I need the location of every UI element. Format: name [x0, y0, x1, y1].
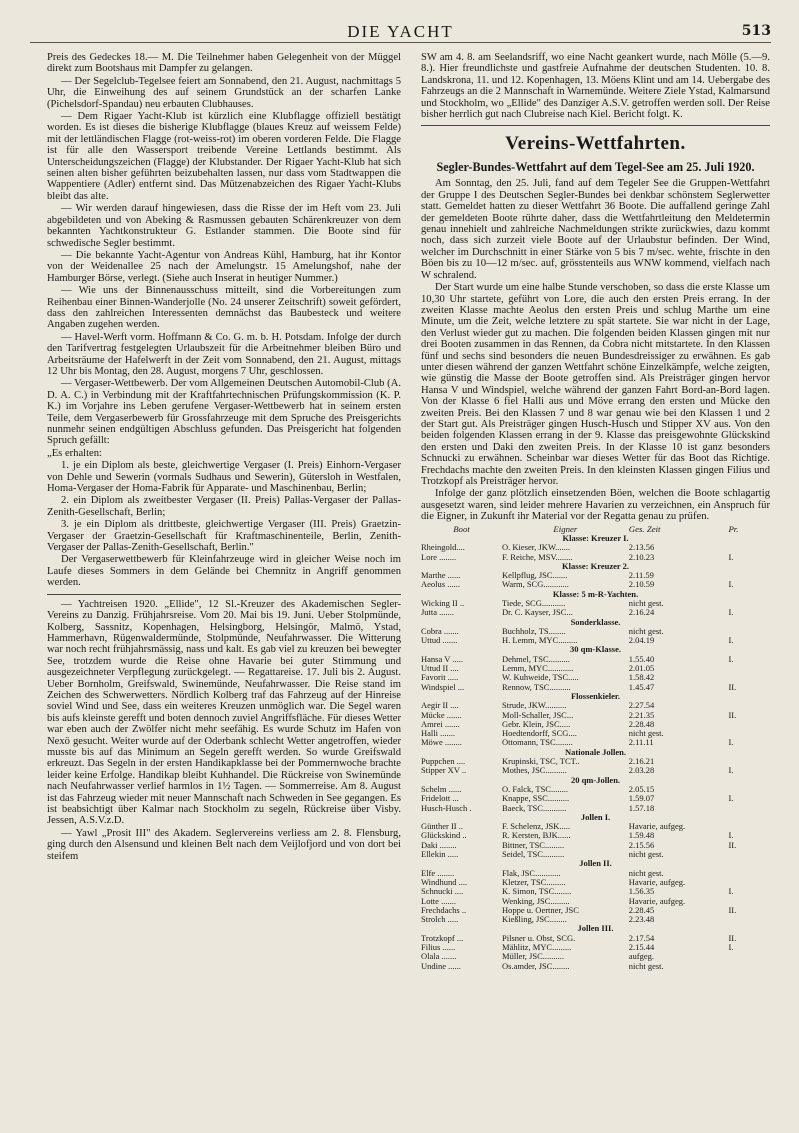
paragraph: Infolge der ganz plötzlich einsetzenden Böen, welchen die Boote schlagartig ausgesetzt waren, sind leider mehrere Havarien zu verzeichnen, ein Anspruch für die Eigner, in Zukunft ihr Material vor der Regatta genau zu prüfen. [421, 488, 770, 523]
table-row [421, 915, 770, 924]
total-time: 2.03.28 [628, 766, 655, 776]
total-time: 2.15.56 [628, 840, 655, 850]
article-subtitle: Segler-Bundes-Wettfahrt auf dem Tegel-See am 25. Juli 1920. [436, 160, 755, 175]
table-row [421, 906, 770, 915]
owner: Moll-Schaller, JSC... [502, 710, 574, 720]
paragraph: 2. ein Diplom als zweitbester Vergaser (II. Preis) Pallas-Vergaser der Pallas-Zenith-Gesellschaft, Berlin; [47, 495, 401, 518]
table-row [421, 943, 770, 952]
prize: I. [728, 608, 734, 618]
paragraph: SW am 4. 8. am Seelandsriff, wo eine Nacht geankert wurde, nach Mölle (5.—9. 8.). Hier freundlichste und gastfreie Aufnahme der deutschen Studenten. 10. 8. Landskrona, 11. und 12. Kopenhagen, 13. Möens Klint und am 14. Uebergabe des Fahrzeugs an die 2 Mannschaft in Warnemünde. Weitere Ziele Ystad, Kalmarsund und Stockholm, wo „Ellide" des Danziger A.S.V. getroffen werden soll. Der Reise bisher herrlich gut nach Clubreise nach Kiel. Bericht folgt. K. [421, 52, 770, 121]
owner: Bittner, TSC......... [502, 840, 565, 850]
journal-title: DIE YACHT [347, 22, 454, 41]
class-heading-row [421, 776, 770, 785]
left-column [47, 52, 401, 863]
boat-name: Hansa V ..... [421, 654, 463, 664]
paragraph: — Vergaser-Wettbewerb. Der vom Allgemeinen Deutschen Automobil-Club (A. D. A. C.) in Verbindung mit der Kraftfahrtechnischen Prüfungskommission (K. P. K.) im Vorjahre ins Leben gerufene Vergaser-Wettbewerb hat in seinem ersten Teile, dem Vergaserbewerb für Grossfahrzeuge mit dem Spruche des Preisgerichts nunmehr seinen endgültigen Abschluss gefunden. Das Preisgericht hat folgenden Spruch gefällt: [47, 378, 401, 447]
total-time: Havarie, aufgeg. [628, 822, 686, 832]
prize: II. [728, 840, 737, 850]
owner: Kellpflug, JSC....... [502, 571, 568, 581]
table-row [421, 887, 770, 896]
page-number: 513 [741, 23, 771, 39]
table-row [421, 934, 770, 943]
class-heading: Klasse: 5 m-R-Yachten. [552, 589, 639, 599]
total-time: 1.55.40 [628, 654, 655, 664]
total-time: 2.05.15 [628, 784, 655, 794]
prize [728, 962, 770, 971]
owner: O. Falck, TSC........ [502, 784, 568, 794]
boat-name: Mücke ....... [421, 710, 462, 720]
boat-name: Windhund .... [421, 877, 468, 887]
table-row [421, 952, 770, 961]
owner: Os.amder, JSC........ [502, 961, 570, 971]
prize: I. [728, 766, 734, 776]
boat-name: Lotte ....... [421, 896, 456, 906]
paragraph: — Wie uns der Binnenausschuss mitteilt, sind die Vorbereitungen zum Reihenbau einer Binnen-Wanderjolle (No. 24 unserer Zeitschrift) soweit gefördert, dass den zahlreichen Interessenten demnächst das Baubesteck und weitere Angaben zugehen werden. [47, 285, 401, 331]
paragraph: Der Start wurde um eine halbe Stunde verschoben, so dass die erste Klasse um 10,30 Uhr startete, geführt von Lore, die auch den ersten Preis errang. In der zweiten Klasse machte Aeolus den ersten Preis und schlug Marthe um eine Minute, um die Zeit, welche letztere zu spät startete. Sie war nicht in der Lage, den Verlust wieder gut zu machen. Die folgenden beiden Klassen gingen mit nur drei Booten zusammen in das Rennen, da Cobra nicht mitstartete. In den Klassen fünf und sechs sind besonders die neuen Bundesdreissiger zu erwähnen. Es gab unter diesen während der ganzen Wettfahrt schöne Einzelkämpfe, welche zeigten, wie günstig die Masse der Boote getroffen sind. Als Preisträger gingen hervor Hansa V und Windspiel, welche während der ganzen Fahrt Bord-an-Bord lagen. Von der Klasse 6 fiel Halli aus und Möve errang den ersten und Mücke den zweiten Preis. Bei den Klassen 7 und 8 war genau wie bei den Klassen 1 und 2 der Start gut. Als Preisträger gingen Husch-Husch und Stipper XV aus. Von den beiden folgenden Klassen errang in der 9. Klasse das preisgewohnte Glückskind den ersten und Daki den zweiten Preis. In der Klasse 10 ist ganz besonders Schnucki zu erwähnen. Scheinbar war dieses Wetter für das Boot das Richtige. Frechdachs machte den zweiten Preis. In den kleinsten Klassen gingen Filius und Trotzkopf als Preisträger hervor. [421, 282, 770, 487]
boat-name: Amrei ....... [421, 719, 460, 729]
table-row [421, 599, 770, 608]
boat-name: Glückskind .. [421, 831, 467, 841]
boat-name: Puppchen .... [421, 757, 466, 767]
class-heading: 20 qm-Jollen. [570, 775, 621, 785]
total-time: nicht gest. [628, 626, 664, 636]
total-time: Havarie, aufgeg. [628, 896, 686, 906]
boat-name: Frechdachs .. [421, 905, 467, 915]
owner: W. Kuhweide, TSC..... [502, 673, 579, 683]
total-time: 2.28.48 [628, 719, 655, 729]
total-time: 2.11.11 [628, 738, 654, 748]
total-time: nicht gest. [628, 729, 664, 739]
boat-name: Wicking II .. [421, 599, 465, 608]
table-row [421, 822, 770, 831]
prize [728, 729, 770, 738]
boat-name: Schelm ...... [421, 784, 462, 794]
paragraph: „Es erhalten: [47, 447, 103, 459]
prize: I. [728, 654, 734, 664]
owner: O. Kieser, JKW....... [502, 543, 571, 553]
prize [728, 664, 770, 673]
table-row [421, 608, 770, 617]
table-row [421, 580, 770, 589]
total-time: 2.04.19 [628, 636, 655, 646]
boat-name: Ellekin ..... [421, 850, 459, 860]
owner: Rennow, TSC.......... [502, 682, 571, 692]
total-time: 1.59.48 [628, 831, 655, 841]
total-time: nicht gest. [628, 868, 664, 878]
owner: Müller, JSC.......... [502, 952, 565, 962]
total-time: 2.17.54 [628, 933, 655, 943]
table-row [421, 757, 770, 766]
boat-name: Rheingold.... [421, 543, 465, 553]
total-time: 2.21.35 [628, 710, 655, 720]
section-divider [47, 594, 401, 595]
total-time: 2.01.05 [628, 664, 655, 674]
paragraph: — Havel-Werft vorm. Hoffmann & Co. G. m. b. H. Potsdam. Infolge der durch den Tarifvertrag festgelegten Urlaubszeit für die Arbeitnehmer bleiben Büro und Arbeitsräume der Hafelwerft in der Zeit vom Sonnabend, den 21. August, mittags 12 Uhr bis Montag, den 28. August, morgens 7 Uhr, geschlossen. [47, 331, 401, 377]
prize [728, 543, 770, 552]
prize [728, 897, 770, 906]
total-time: 1.56.35 [628, 887, 655, 897]
boat-name: Stipper XV .. [421, 766, 467, 776]
column-header: Ges. Zeit [628, 524, 661, 534]
prize [728, 720, 770, 729]
owner: Mählitz, MYC......... [502, 942, 572, 952]
owner: Dr. C. Kayser, JSC... [502, 608, 573, 618]
right-column [421, 52, 770, 971]
table-row [421, 850, 770, 859]
prize [728, 673, 770, 682]
prize: I. [728, 580, 734, 590]
table-row [421, 766, 770, 775]
owner: Warm, SCG............ [502, 580, 569, 590]
total-time: 2.15.44 [628, 942, 655, 952]
paragraph: Am Sonntag, den 25. Juli, fand auf dem Tegeler See die Gruppen-Wettfahrt der Gruppe I des Deutschen Segler-Bundes bei denkbar schönstem Seglerwetter statt. Gemeldet hatten zu dieser Wettfahrt 36 Boote. Die auffallend geringe Zahl der gemeldeten Boote rührte daher, dass die Wettfahrtleitung den Meldetermin genau innehielt und zahlreiche Nachmeldungen strikte zurückwies, dazu kommt noch, dass sich zurzeit viele Boote auf der Urlaubstur befinden. Der Wind, welcher im Durchschnitt in einer Stärke von 5 bis 7 m/sec. wehte, frischte in den Böen bis zu 10—12 m/sec. auf, grösstenteils aus WNW kommend, vielfach nach W schralend. [421, 178, 770, 281]
total-time: 2.10.59 [628, 580, 655, 590]
owner: Dehmel, TSC.......... [502, 654, 570, 664]
class-heading: Klasse: Kreuzer I. [562, 533, 629, 543]
total-time: nicht gest. [628, 599, 664, 608]
prize [728, 915, 770, 924]
total-time: 1.45.47 [628, 682, 655, 692]
total-time: aufgeg. [628, 952, 654, 962]
boat-name: Favorit ..... [421, 673, 459, 683]
paragraph: — Wir werden darauf hingewiesen, dass die Risse der im Heft vom 23. Juli abgebildeten und von Abeking & Rasmussen gebauten Schärenkreuzer von dem bekannten Yachtkonstrukteur G. Estlander stammen. Die Boote sind für schwedische Segler bestimmt. [47, 203, 401, 249]
owner: Buchholz, TS........ [502, 626, 566, 636]
table-row [421, 683, 770, 692]
table-row [421, 543, 770, 552]
owner: Lemm, MYC............ [502, 664, 574, 674]
class-heading-row [421, 590, 770, 599]
table-row [421, 655, 770, 664]
boat-name: Günther II .. [421, 822, 464, 832]
prize [728, 878, 770, 887]
column-header: Eigner [553, 524, 578, 534]
owner: F. Reiche, MSV........ [502, 552, 573, 562]
boat-name: Filius ...... [421, 942, 456, 952]
boat-name: Husch-Husch . [421, 803, 472, 813]
total-time: nicht gest. [628, 961, 664, 971]
boat-name: Lore ........ [421, 552, 457, 562]
prize [728, 869, 770, 878]
total-time: 2.10.23 [628, 552, 655, 562]
paragraph: 1. je ein Diplom als beste, gleichwertige Vergaser (I. Preis) Einhorn-Vergaser von Dehle und Sewerin (vormals Sudhaus und Sewerin), Gütersloh in Westfalen, Homa-Vergaser der Homa-Fabrik für Apparate- und Maschinenbau, Berlin; [47, 460, 401, 495]
class-heading: Jollen III. [577, 924, 614, 934]
owner: Ottomann, TSC........ [502, 738, 573, 748]
prize [728, 804, 770, 813]
owner: Baeck, TSC........... [502, 803, 567, 813]
owner: Mothes, JSC.......... [502, 766, 567, 776]
paragraph: — Der Segelclub-Tegelsee feiert am Sonnabend, den 21. August, nachmittags 5 Uhr, die Einweihung des auf seinem Grundstück an der scharfen Lanke (Pichelsdorf-Spandau) neu erbauten Clubhauses. [47, 75, 401, 110]
table-row [421, 897, 770, 906]
class-heading: Flossenkieler. [570, 691, 621, 701]
owner: Pilsner u. Obst, SCG. [502, 933, 576, 943]
total-time: 2.28.45 [628, 905, 655, 915]
table-row [421, 711, 770, 720]
owner: Knappe, SSC.......... [502, 794, 570, 804]
owner: R. Kersten, BJK...... [502, 831, 571, 841]
table-row [421, 962, 770, 971]
table-row [421, 729, 770, 738]
total-time: 2.11.59 [628, 571, 654, 581]
boat-name: Schnucki .... [421, 887, 464, 897]
boat-name: Möwe ........ [421, 738, 462, 748]
prize [728, 599, 770, 608]
table-row [421, 804, 770, 813]
table-row [421, 673, 770, 682]
total-time: Havarie, aufgeg. [628, 877, 686, 887]
total-time: 1.59.07 [628, 794, 655, 804]
class-heading-row [421, 813, 770, 822]
paragraph: — Dem Rigaer Yacht-Klub ist kürzlich eine Klubflagge offiziell bestätigt worden. Es ist dieses die bisherige Klubflagge (blaues Kreuz auf weissem Felde) mit der lettländischen Flagge (rot-weiss-rot) im oberen vorderen Felde. Die Flagge ist für alle den Wassersport treibende Vereine Lettlands bestimmt. Als Unterscheidungszeichen (Flagge) der Klubstander. Der Rigaer Yacht-Klub hat sich seinen alten bisher geführten beizubehalten lassen, nur dass vom Stadtwappen die Wappentiere (Adler) entfernt sind. Das Mützenabzeichen des Rigaer Yacht-Klubs bleibt das alte. [47, 111, 401, 202]
prize [728, 822, 770, 831]
owner: K. Simon, TSC........ [502, 887, 572, 897]
class-heading-row [421, 645, 770, 654]
table-header-row [421, 525, 770, 534]
boat-name: Strolch ..... [421, 915, 459, 925]
boat-name: Jutta ....... [421, 608, 455, 618]
class-heading: 30 qm-Klasse. [570, 645, 621, 655]
prize [728, 757, 770, 766]
table-row [421, 841, 770, 850]
results-table [421, 525, 770, 971]
class-heading-row [421, 924, 770, 933]
boat-name: Uttud ....... [421, 636, 458, 646]
paragraph: Der Vergaserwettbewerb für Kleinfahrzeuge wird in gleicher Weise noch im Laufe dieses Sommers in dem Gelände bei Chemnitz in Angriff genommen werden. [47, 554, 401, 589]
boat-name: Aeolus ...... [421, 580, 460, 590]
class-heading-row [421, 748, 770, 757]
boat-name: Aegir II .... [421, 701, 459, 711]
owner: Hoppe u. Oertner, JSC [502, 905, 579, 915]
prize [728, 952, 770, 961]
owner: Strude, JKW.......... [502, 701, 567, 711]
owner: H. Lemm, MYC......... [502, 636, 578, 646]
paragraph: — Yachtreisen 1920. „Ellide", 12 Sl.-Kreuzer des Akademischen Segler-Vereins zu Danzig. Frühjahrsreise. Vom 20. Mai bis 19. Juni. Ueber Stolpmünde, Kolberg, Sassnitz, Kopenhagen, Helsingborg, Helsingör, Malmö, Ystad, Hammerhavn, Rügenwaldermünde, Stolpmünde, Neufahrwasser. Die Witterung war noch recht frühjahrsmässig, nass und kalt. Es gab viel zu kreuzen bei bewegter See, trotzdem wurde die Reise ohne Havarie bei guter Stimmung und ausgezeichneter Verpflegung zurückgelegt. — Regattareise. 17. Juli bis 2. August. Ueber Bornholm, Greifswald, Swinemünde, Neufahrwasser. Die Reise stand im Zeichen des Schwerwetters. Nördlich Kolberg traf das Fahrzeug auf der Hinreise soviel Wind und See, dass ein weiteres Kreuzen unmöglich war. Die Segel waren bis aufs kleinste gerefft und boten dennoch zuviel Angriffsfläche. Für dieses Wetter war eben auch der Zwölfer nicht mehr seefähig. Es wurde Schutz im Hafen von Nexö gesucht. Weiter wurde auf der Oderbank schlecht Wetter angetroffen, wieder musste bis auf das Minimum an Segeln gerefft werden. So wurde Greifswald erkreuzt. Das Segeln in der ersten Handikapklasse bei der Pommernwoche brachte leider keine Erfolge. Handikap bleibt Kuhhandel. Die Rückreise von Swinemünde nach Neufahrwasser verlief harmlos in 1½ Tagen. — Sommerreise. Am 8. August ist das Fahrzeug wieder mit neuer Mannschaft nach Schweden in See gegangen. Es ist beabsichtigt über Kalmar nach Stockholm zu segeln, Rückreise über Visby. Jessen, A.S.V.z.D. [47, 598, 401, 827]
total-time: nicht gest. [628, 850, 664, 860]
owner: Flak, JSC............ [502, 868, 561, 878]
owner: Wenking, JSC......... [502, 896, 570, 906]
class-heading-row [421, 534, 770, 543]
prize: I. [728, 887, 734, 897]
section-divider [421, 125, 770, 126]
prize: I. [728, 636, 734, 646]
owner: Hoedtendorff, SCG.... [502, 729, 577, 739]
prize: II. [728, 933, 737, 943]
total-time: 1.57.18 [628, 803, 655, 813]
prize: I. [728, 831, 734, 841]
table-row [421, 571, 770, 580]
boat-name: Halli ....... [421, 729, 455, 739]
class-heading: Klasse: Kreuzer 2. [562, 561, 629, 571]
owner: Tiede, SCG........... [502, 599, 566, 608]
column-header: Boot [453, 524, 470, 534]
paragraph: Preis des Gedeckes 18.— M. Die Teilnehmer haben Gelegenheit von der Müggel direkt zum Bootshaus mit Dampfer zu gelangen. [47, 52, 401, 75]
table-row [421, 701, 770, 710]
table-row [421, 553, 770, 562]
class-heading: Jollen II. [579, 859, 612, 869]
prize [728, 701, 770, 710]
class-heading: Sonderklasse. [570, 617, 621, 627]
class-heading-row [421, 692, 770, 701]
prize: II. [728, 710, 737, 720]
paragraph: — Die bekannte Yacht-Agentur von Andreas Kühl, Hamburg, hat ihr Kontor von der Weidenallee 25 nach der Amelungstr. 15 Amelungshof, nahe der Hamburger Börse, verlegt. (Siehe auch Inserat in heutiger Nummer.) [47, 249, 401, 284]
prize: II. [728, 905, 737, 915]
page-header [30, 22, 771, 43]
table-row [421, 831, 770, 840]
owner: Seidel, TSC.......... [502, 850, 565, 860]
boat-name: Windspiel ... [421, 682, 465, 692]
class-heading-row [421, 562, 770, 571]
total-time: 2.27.54 [628, 701, 655, 711]
table-row [421, 720, 770, 729]
prize [728, 850, 770, 859]
boat-name: Olala ....... [421, 952, 457, 962]
total-time: 2.16.21 [628, 757, 655, 767]
owner: Kletzer, TSC......... [502, 877, 566, 887]
prize: I. [728, 738, 734, 748]
boat-name: Trotzkopf ... [421, 933, 464, 943]
table-row [421, 627, 770, 636]
boat-name: Marthe ...... [421, 571, 461, 581]
table-row [421, 869, 770, 878]
owner: Kießling, JSC........ [502, 915, 567, 925]
prize: I. [728, 942, 734, 952]
class-heading-row [421, 618, 770, 627]
boat-name: Uttud II .... [421, 664, 459, 674]
table-row [421, 664, 770, 673]
boat-name: Daki ........ [421, 840, 457, 850]
table-row [421, 738, 770, 747]
prize: II. [728, 682, 737, 692]
boat-name: Elfe ........ [421, 868, 455, 878]
paragraph: 3. je ein Diplom als drittbeste, gleichwertige Vergaser (III. Preis) Graetzin-Vergaser der Graetzin-Gesellschaft für Kraftmaschinenteile, Berlin, Zenith-Vergaser der Pallas-Zenith-Gesellschaft, Berlin." [47, 519, 401, 554]
prize: I. [728, 552, 734, 562]
boat-name: Cobra ....... [421, 626, 459, 636]
owner: Krupinski, TSC, TCT.. [502, 757, 580, 767]
total-time: 1.58.42 [628, 673, 655, 683]
owner: F. Schelenz, JSK..... [502, 822, 571, 832]
boat-name: Undine ...... [421, 961, 461, 971]
paragraph: — Yawl „Prosit III" des Akadem. Seglervereins verliess am 2. 8. Flensburg, ging durch den Alsensund und kleinen Belt nach dem Veijlofjord und von dort bei steifem [47, 827, 401, 862]
class-heading: Nationale Jollen. [565, 747, 626, 757]
prize [728, 785, 770, 794]
owner: Gebr. Klein, JSC..... [502, 719, 571, 729]
total-time: 2.23.48 [628, 915, 655, 925]
total-time: 2.16.24 [628, 608, 655, 618]
prize: I. [728, 794, 734, 804]
boat-name: Fridelott ... [421, 794, 459, 804]
class-heading-row [421, 859, 770, 868]
table-row [421, 878, 770, 887]
section-title: Vereins-Wettfahrten. [505, 133, 686, 155]
prize [728, 627, 770, 636]
table-row [421, 636, 770, 645]
column-header: Pr. [728, 524, 739, 534]
class-heading: Jollen I. [580, 812, 611, 822]
table-row [421, 794, 770, 803]
table-row [421, 785, 770, 794]
total-time: 2.13.56 [628, 543, 655, 553]
prize [728, 571, 770, 580]
